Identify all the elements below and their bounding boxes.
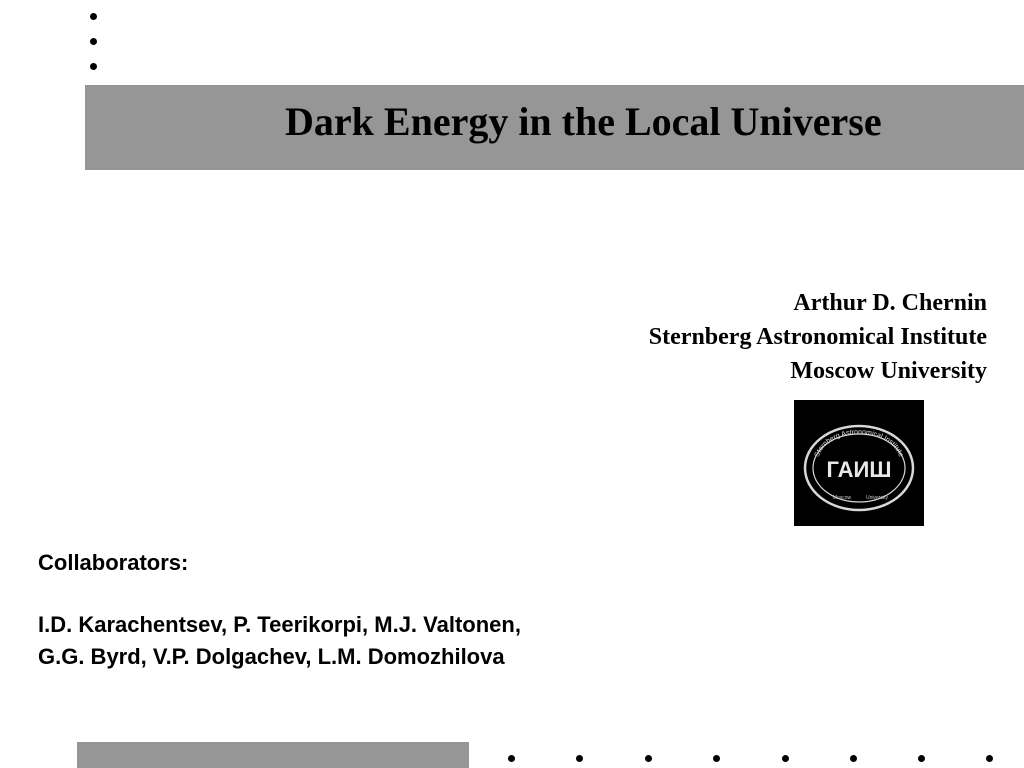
decor-dot: [508, 755, 515, 762]
logo-bottom-left: Moscow: [832, 495, 852, 501]
decor-dot: [986, 755, 993, 762]
decor-dot: [90, 13, 97, 20]
collaborators-line-1: I.D. Karachentsev, P. Teerikorpi, M.J. Valtonen,: [38, 612, 521, 637]
collaborators-block: [38, 547, 521, 673]
decor-dot: [713, 755, 720, 762]
slide-title: Dark Energy in the Local Universe: [285, 99, 882, 144]
decor-dot: [782, 755, 789, 762]
author-name: Arthur D. Chernin: [793, 290, 987, 316]
collaborators-heading: Collaborators:: [38, 550, 189, 575]
decor-dot: [90, 63, 97, 70]
logo-monogram: ГАИШ: [826, 457, 892, 482]
logo-top-text: Sternberg Astronomical Institute: [813, 428, 905, 458]
decor-dot: [576, 755, 583, 762]
decor-dot: [645, 755, 652, 762]
collaborators-line-2: G.G. Byrd, V.P. Dolgachev, L.M. Domozhilova: [38, 644, 505, 669]
decor-dot: [90, 38, 97, 45]
author-institute: Sternberg Astronomical Institute: [648, 324, 987, 350]
author-block: [649, 286, 987, 388]
institute-logo: [794, 400, 924, 526]
title-bar: [85, 85, 1024, 170]
author-university: Moscow University: [790, 358, 987, 384]
decor-dot: [918, 755, 925, 762]
decor-dot: [850, 755, 857, 762]
bottom-bar: [77, 742, 469, 768]
logo-bottom-right: University: [866, 495, 888, 501]
institute-logo-graphic: [794, 400, 924, 526]
